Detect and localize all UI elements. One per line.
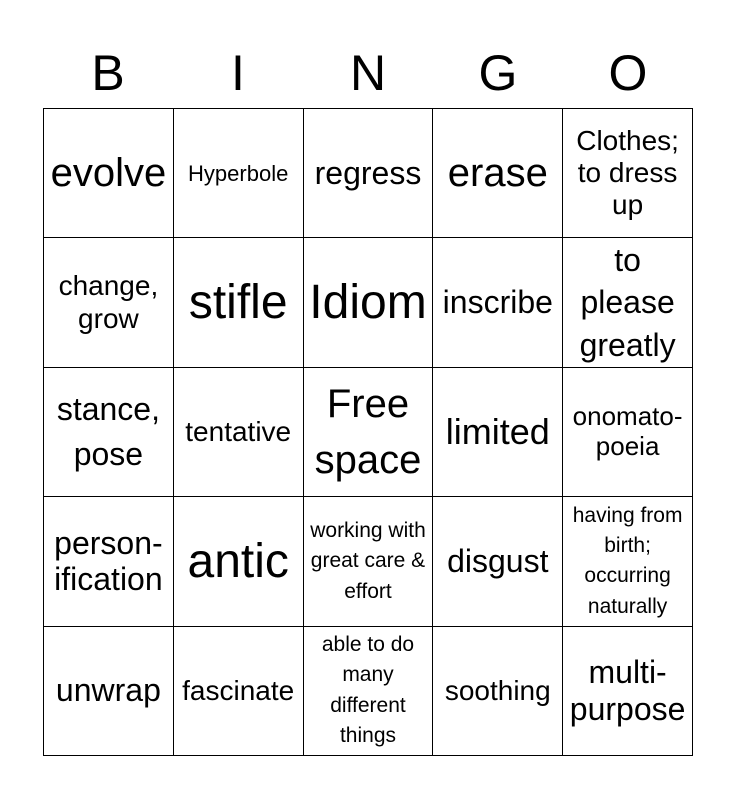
bingo-cell[interactable] [433, 238, 563, 367]
cell-text: fascinate [182, 674, 295, 706]
cell-text: soothing [444, 674, 551, 706]
free-space-cell[interactable] [304, 368, 434, 497]
cell-text: erase [447, 151, 548, 196]
cell-text: person-ification [54, 524, 163, 598]
bingo-cell[interactable] [304, 627, 434, 756]
bingo-header [43, 38, 693, 108]
cell-text: multi-purpose [569, 653, 686, 727]
bingo-board [43, 108, 693, 756]
cell-text: stifle [188, 276, 288, 329]
cell-text: antic [187, 534, 289, 588]
cell-text: change, grow [58, 270, 159, 334]
bingo-cell[interactable] [174, 109, 304, 238]
cell-text: onomato-poeia [572, 401, 683, 461]
cell-text: Clothes; to dress up [576, 124, 679, 221]
bingo-cell[interactable] [304, 497, 434, 626]
cell-text: to please greatly [579, 242, 676, 363]
cell-text: working with great care & effort [310, 518, 426, 603]
cell-text: stance, pose [56, 391, 160, 472]
bingo-cell[interactable] [44, 368, 174, 497]
bingo-cell[interactable] [174, 497, 304, 626]
bingo-cell[interactable] [304, 109, 434, 238]
bingo-cell[interactable] [433, 497, 563, 626]
cell-text: inscribe [442, 284, 553, 321]
bingo-cell[interactable] [304, 238, 434, 367]
bingo-cell[interactable] [563, 497, 693, 626]
cell-text: regress [314, 154, 422, 191]
cell-text: having from birth; occurring naturally [572, 503, 683, 618]
bingo-cell[interactable] [44, 238, 174, 367]
cell-text: tentative [185, 415, 292, 447]
cell-text: limited [445, 411, 550, 453]
bingo-cell[interactable] [174, 238, 304, 367]
bingo-cell[interactable] [563, 627, 693, 756]
header-letter-n: N [349, 45, 387, 101]
bingo-cell[interactable] [433, 627, 563, 756]
header-letter-i: I [231, 45, 245, 101]
cell-text: able to do many different things [321, 632, 415, 748]
bingo-cell[interactable] [563, 368, 693, 497]
bingo-cell[interactable] [433, 109, 563, 238]
bingo-cell[interactable] [563, 238, 693, 367]
bingo-cell[interactable] [563, 109, 693, 238]
header-letter-b: B [91, 45, 125, 101]
bingo-cell[interactable] [44, 627, 174, 756]
header-letter-o: O [608, 45, 648, 101]
cell-text: Idiom [309, 276, 427, 329]
cell-text: evolve [50, 151, 167, 196]
bingo-cell[interactable] [174, 368, 304, 497]
cell-text: Hyperbole [188, 160, 289, 186]
cell-text: disgust [447, 542, 549, 579]
cell-text: unwrap [55, 672, 161, 709]
header-letter-g: G [478, 45, 518, 101]
bingo-cell[interactable] [433, 368, 563, 497]
bingo-cell[interactable] [44, 109, 174, 238]
bingo-cell[interactable] [44, 497, 174, 626]
cell-text: Free space [314, 381, 422, 482]
bingo-cell[interactable] [174, 627, 304, 756]
